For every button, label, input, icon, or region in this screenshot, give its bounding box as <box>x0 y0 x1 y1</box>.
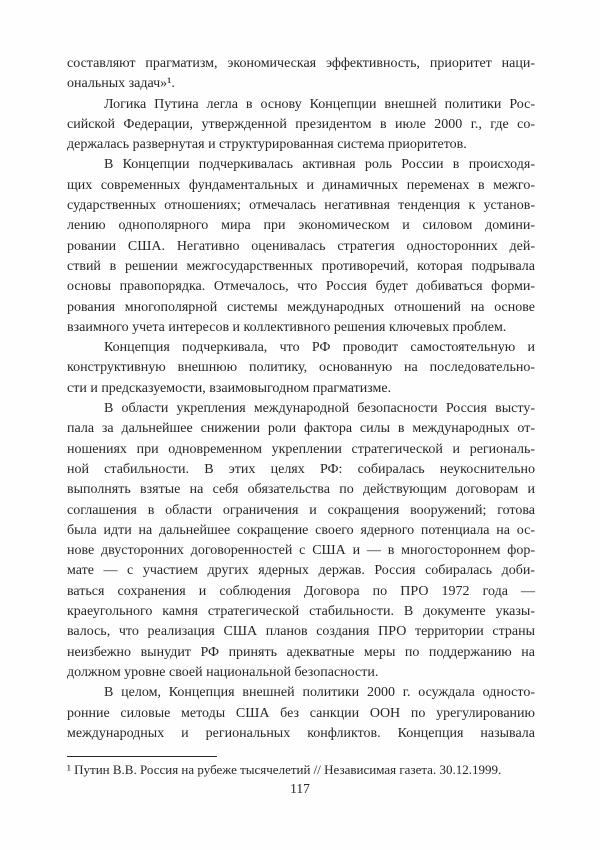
text-line: была идти на дальнейшее сокращение своего ядерного потенциала на ос- <box>67 522 535 538</box>
text-line: неизбежно вынудит РФ принять адекватные меры по поддержанию на <box>67 644 535 660</box>
text-line: В Концепции подчеркивалась активная роль России в происходя- <box>104 157 535 173</box>
text-line: выполнять взятые на себя обязательства по действующим договорам и <box>67 482 535 498</box>
text-line: ношениях при одновременном укреплении стратегической и региональ- <box>67 441 535 457</box>
text-line: держалась развернутая и структурированная система приоритетов. <box>67 137 467 153</box>
text-line: нове двусторонних договоренностей с США и — в многостороннем фор- <box>67 543 535 559</box>
text-line: соглашения в области ограничения и сокращения вооружений; готова <box>67 502 535 518</box>
text-line: основы правопорядка. Отмечалось, что Россия будет добиваться форми- <box>67 279 535 295</box>
text-line: краеугольного камня стратегической стабильности. В документе указы- <box>67 604 535 620</box>
text-line: составляют прагматизм, экономическая эффективность, приоритет наци- <box>67 56 535 71</box>
text-line: мате — с участием других ядерных держав. Россия собиралась доби- <box>67 563 535 579</box>
footnote: ¹ Путин В.В. Россия на рубеже тысячелетий // Независимая газета. 30.12.1999. <box>67 762 502 777</box>
text-line: ональных задач»¹. <box>67 76 175 92</box>
text-line: пала за дальнейшее снижении роли фактора силы в международных от- <box>67 421 535 437</box>
footnote-divider <box>67 756 217 757</box>
text-line: валось, что реализация США планов создания ПРО территории страны <box>67 624 535 640</box>
text-line: сийской Федерации, утвержденной президентом в июле 2000 г., где со- <box>67 116 535 132</box>
text-line: сударственных отношениях; отмечалась негативная тенденция к установ- <box>67 198 535 214</box>
text-line: Концепция подчеркивала, что РФ проводит самостоятельную и <box>104 340 535 356</box>
text-line: лению однополярного мира при экономическом и силовом домини- <box>67 218 535 234</box>
page-body <box>67 54 535 744</box>
text-line: взаимного учета интересов и коллективного решения ключевых проблем. <box>67 319 507 335</box>
text-line: В целом, Концепция внешней политики 2000 г. осуждала односто- <box>104 685 535 701</box>
text-line: конструктивную внешнюю политику, основанную на последовательно- <box>67 360 535 376</box>
text-line: ронние силовые методы США без санкции ООН по урегулированию <box>67 705 535 721</box>
text-line: сти и предсказуемости, взаимовыгодном прагматизме. <box>67 380 392 396</box>
page-number: 117 <box>290 781 310 796</box>
text-line: ваться сохранения и соблюдения Договора по ПРО 1972 года — <box>67 583 535 599</box>
text-line: В области укрепления международной безопасности Россия высту- <box>104 401 535 417</box>
text-line: ровании США. Негативно оценивалась стратегия односторонних дей- <box>67 238 535 254</box>
text-line: ствий в решении межгосударственных противоречий, которая подрывала <box>67 258 535 274</box>
text-line: рования многополярной системы международных отношений на основе <box>67 299 535 315</box>
text-line: должном уровне своей национальной безопасности. <box>67 664 379 680</box>
text-line: Логика Путина легла в основу Концепции внешней политики Рос- <box>104 96 535 112</box>
text-line: щих современных фундаментальных и динамичных переменах в межго- <box>67 177 535 193</box>
text-line: ной стабильности. В этих целях РФ: собиралась неукоснительно <box>67 461 535 477</box>
text-line: международных и региональных конфликтов. Концепция называла <box>67 725 535 741</box>
footnote-block <box>67 756 535 778</box>
